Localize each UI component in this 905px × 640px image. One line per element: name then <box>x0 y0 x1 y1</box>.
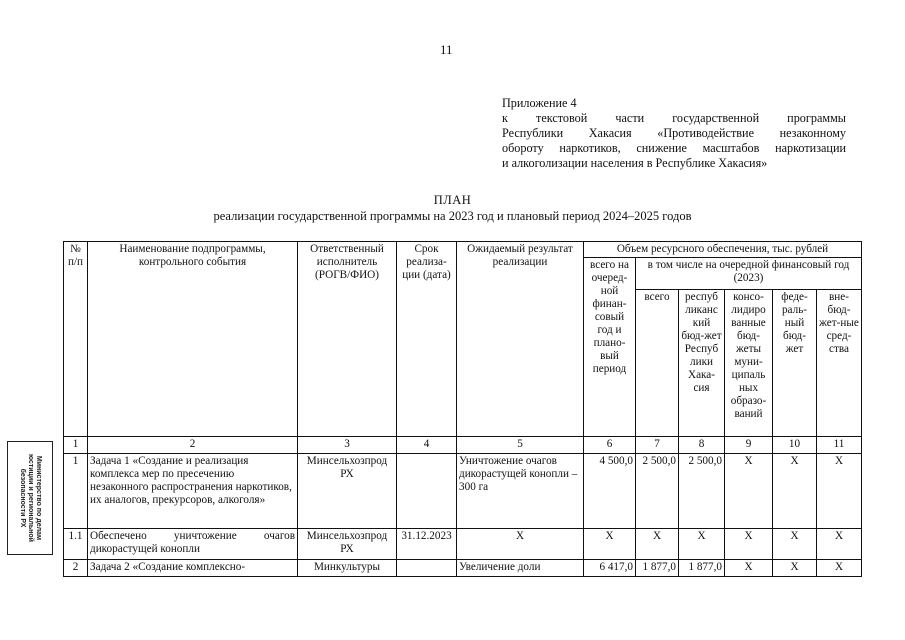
col-number: 3 <box>298 437 397 454</box>
cell-name: Обеспечено уничтожение очагов дикорастущей конопли <box>88 529 298 560</box>
col-number: 10 <box>773 437 817 454</box>
appendix-line: обороту наркотиков, снижение масштабов наркотизации <box>502 141 846 155</box>
cell-responsible: Минсельхозпрод РХ <box>298 529 397 560</box>
page-number: 11 <box>440 42 453 57</box>
table-row <box>64 454 862 529</box>
cell-total-2023: 2 500,0 <box>636 454 679 529</box>
header-federal: феде-раль-ный бюд-жет <box>773 290 817 437</box>
cell-num: 1.1 <box>64 529 88 560</box>
cell-republic: 2 500,0 <box>679 454 725 529</box>
header-extra: вне-бюд-жет-ные сред-ства <box>817 290 862 437</box>
table-row <box>64 560 862 577</box>
stamp-line: безопасности РХ <box>19 468 26 528</box>
header-deadline: Срок реализа-ции (дата) <box>397 242 457 437</box>
stamp-text <box>18 444 42 552</box>
cell-extra: X <box>817 529 862 560</box>
cell-responsible: Минсельхозпрод РХ <box>298 454 397 529</box>
col-number: 5 <box>457 437 584 454</box>
cell-republic: 1 877,0 <box>679 560 725 577</box>
col-number: 7 <box>636 437 679 454</box>
table-row <box>64 529 862 560</box>
document-title: ПЛАН <box>433 193 472 207</box>
cell-extra: X <box>817 454 862 529</box>
cell-federal: X <box>773 454 817 529</box>
cell-result: Увеличение доли <box>457 560 584 577</box>
cell-total-2023: 1 877,0 <box>636 560 679 577</box>
cell-municipal: X <box>725 560 773 577</box>
cell-deadline: 31.12.2023 <box>397 529 457 560</box>
plan-table <box>63 241 862 577</box>
cell-republic: X <box>679 529 725 560</box>
header-result: Ожидаемый результат реализации <box>457 242 584 437</box>
cell-extra: X <box>817 560 862 577</box>
cell-responsible: Минкультуры <box>298 560 397 577</box>
cell-total-all: 6 417,0 <box>584 560 636 577</box>
cell-result: X <box>457 529 584 560</box>
cell-municipal: X <box>725 454 773 529</box>
col-number: 11 <box>817 437 862 454</box>
cell-municipal: X <box>725 529 773 560</box>
header-municipal: консо-лидиро ванные бюд-жеты муни-ципаль ных образо-ваний <box>725 290 773 437</box>
header-responsible: Ответственный исполнитель (РОГВ/ФИО) <box>298 242 397 437</box>
cell-deadline <box>397 454 457 529</box>
header-total-all: всего на очеред-ной финан-совый год и плано-вый период <box>584 258 636 437</box>
cell-result: Уничтожение очагов дикорастущей конопли – 300 га <box>457 454 584 529</box>
cell-total-2023: X <box>636 529 679 560</box>
header-republic: респуб ликанс кий бюд-жет Респуб лики Хака-сия <box>679 290 725 437</box>
stamp-line: юстиции и региональной <box>27 454 34 542</box>
cell-num: 1 <box>64 454 88 529</box>
appendix-line: к текстовой части государственной программы <box>502 111 846 125</box>
registration-stamp <box>7 441 53 555</box>
header-resources: Объем ресурсного обеспечения, тыс. рублей <box>584 242 862 258</box>
col-number: 6 <box>584 437 636 454</box>
cell-name: Задача 2 «Создание комплексно- <box>88 560 298 577</box>
header-num: № п/п <box>64 242 88 437</box>
appendix-line: и алкоголизации населения в Республике Хакасия» <box>502 156 768 170</box>
header-in-that: в том числе на очередной финансовый год (2023) <box>636 258 862 290</box>
header-name: Наименование подпрограммы, контрольного события <box>88 242 298 437</box>
cell-name: Задача 1 «Создание и реализация комплекса мер по пресечению незаконного распространения наркотиков, их аналогов, прекурсоров, алкоголя» <box>88 454 298 529</box>
cell-total-all: 4 500,0 <box>584 454 636 529</box>
cell-deadline <box>397 560 457 577</box>
cell-num: 2 <box>64 560 88 577</box>
document-subtitle: реализации государственной программы на 2023 год и плановый период 2024–2025 годов <box>213 209 692 223</box>
appendix-line: Республики Хакасия «Противодействие незаконному <box>502 126 846 140</box>
cell-total-all: X <box>584 529 636 560</box>
col-number: 4 <box>397 437 457 454</box>
col-number: 8 <box>679 437 725 454</box>
appendix-caption <box>502 96 846 171</box>
col-number: 1 <box>64 437 88 454</box>
col-number: 2 <box>88 437 298 454</box>
cell-federal: X <box>773 529 817 560</box>
col-number: 9 <box>725 437 773 454</box>
stamp-line: Министерство по делам <box>35 455 42 541</box>
header-total-2023: всего <box>636 290 679 437</box>
cell-federal: X <box>773 560 817 577</box>
appendix-line: Приложение 4 <box>502 96 577 110</box>
